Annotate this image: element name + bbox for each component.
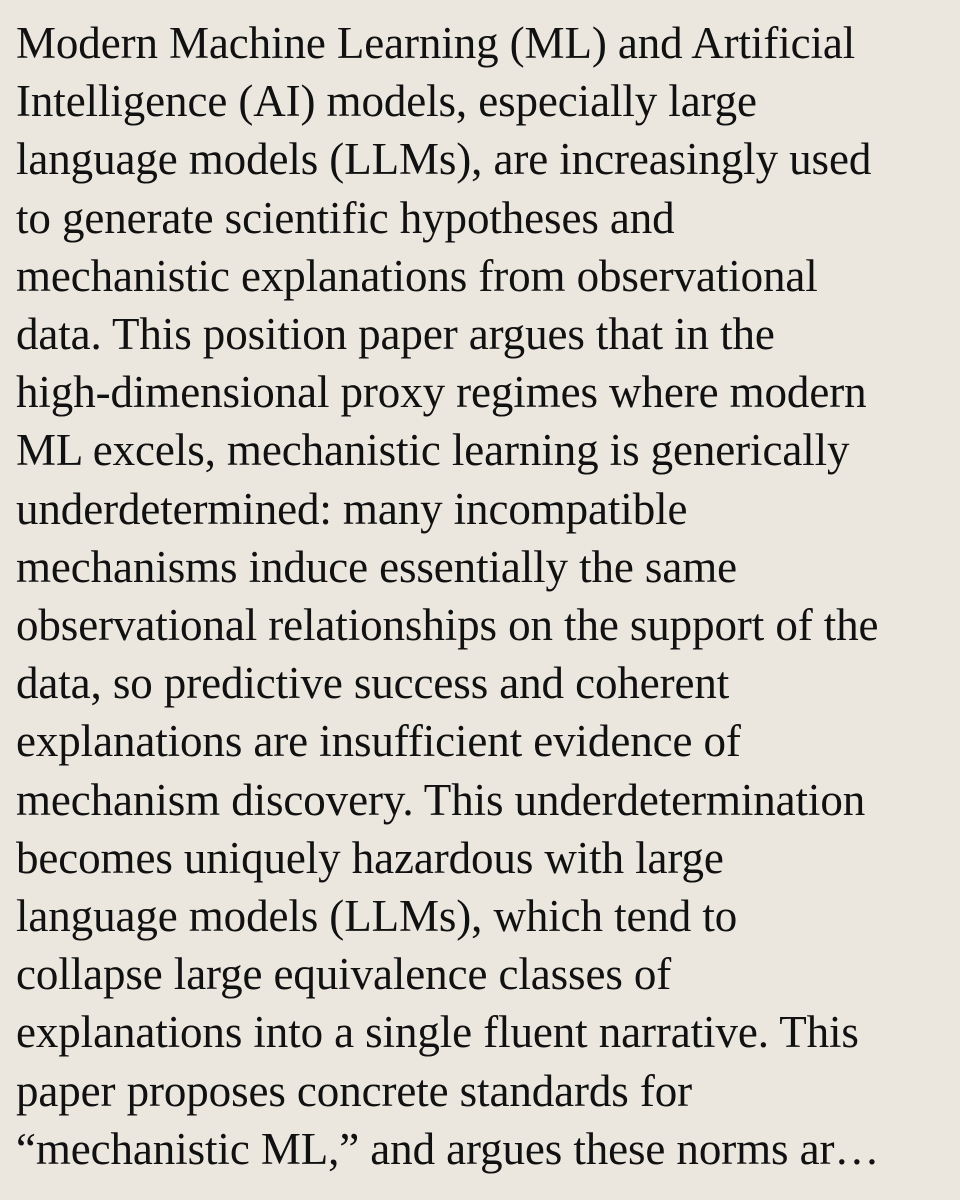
abstract-line: explanations are insufficient evidence of bbox=[16, 716, 741, 767]
abstract-line: Modern Machine Learning (ML) and Artificial bbox=[16, 18, 856, 68]
abstract-line: ML excels, mechanistic learning is generically bbox=[16, 425, 850, 476]
abstract-line: mechanisms induce essentially the same bbox=[16, 541, 737, 592]
abstract-line: mechanistic explanations from observational bbox=[16, 250, 818, 301]
abstract-line: observational relationships on the support of the bbox=[16, 600, 879, 651]
abstract-line: Intelligence (AI) models, especially large bbox=[16, 76, 757, 127]
abstract-line: becomes uniquely hazardous with large bbox=[16, 832, 724, 883]
abstract-line: mechanism discovery. This underdetermination bbox=[16, 774, 866, 825]
abstract-line: collapse large equivalence classes of bbox=[16, 949, 672, 1000]
abstract-line: language models (LLMs), are increasingly used bbox=[16, 134, 872, 185]
abstract-line: language models (LLMs), which tend to bbox=[16, 891, 738, 942]
abstract-text bbox=[16, 14, 944, 1178]
abstract-line: to generate scientific hypotheses and bbox=[16, 192, 675, 243]
abstract-line: paper proposes concrete standards for bbox=[16, 1065, 693, 1116]
abstract-line: underdetermined: many incompatible bbox=[16, 483, 688, 534]
abstract-line: “mechanistic ML,” and argues these norms ar… bbox=[16, 1123, 880, 1174]
abstract-line: explanations into a single fluent narrative. This bbox=[16, 1007, 859, 1058]
abstract-line: data. This position paper argues that in the bbox=[16, 309, 775, 360]
abstract-line: data, so predictive success and coherent bbox=[16, 658, 730, 709]
abstract-line: high-dimensional proxy regimes where modern bbox=[16, 367, 867, 418]
